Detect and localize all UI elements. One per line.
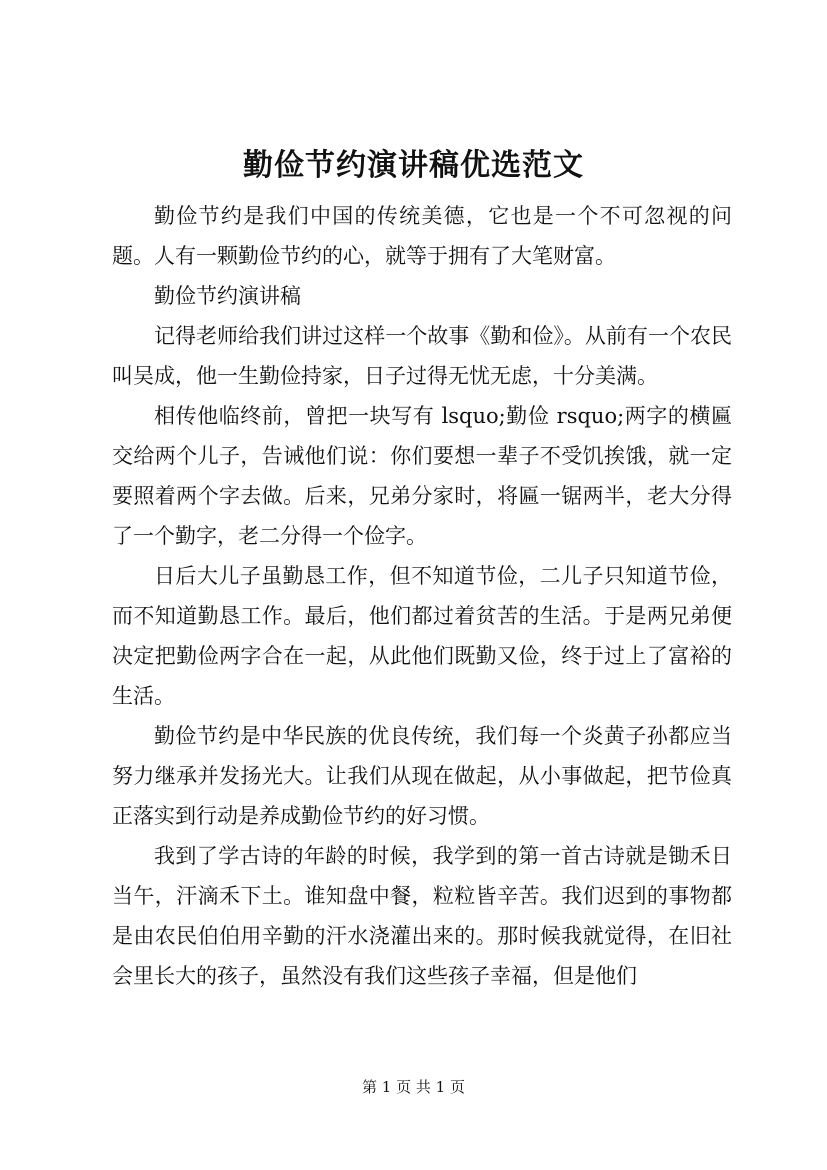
paragraph-plaque: 相传他临终前，曾把一块写有 lsquo;勤俭 rsquo;两字的横匾交给两个儿子，告诫他们说：你们要想一辈子不受饥挨饿，就一定要照着两个字去做。后来，兄弟分家时，将匾一锯两半，老大分得了一个勤字，老二分得一个俭字。 xyxy=(112,404,732,548)
paragraph-subheading: 勤俭节约演讲稿 xyxy=(154,284,301,308)
document-body xyxy=(112,196,732,996)
page-footer: 第 1 页 共 1 页 xyxy=(362,1078,465,1096)
paragraph-brothers: 日后大儿子虽勤恳工作，但不知道节俭，二儿子只知道节俭，而不知道勤恳工作。最后，他们都过着贫苦的生活。于是两兄弟便决定把勤俭两字合在一起，从此他们既勤又俭，终于过上了富裕的生活。 xyxy=(112,564,732,708)
paragraph-story-start: 记得老师给我们讲过这样一个故事《勤和俭》。从前有一个农民叫吴成，他一生勤俭持家，日子过得无忧无虑，十分美满。 xyxy=(112,324,732,388)
paragraph-tradition: 勤俭节约是中华民族的优良传统，我们每一个炎黄子孙都应当努力继承并发扬光大。让我们从现在做起，从小事做起，把节俭真正落实到行动是养成勤俭节约的好习惯。 xyxy=(112,724,732,828)
document-title: 勤俭节约演讲稿优选范文 xyxy=(243,148,584,183)
paragraph-poem: 我到了学古诗的年龄的时候，我学到的第一首古诗就是锄禾日当午，汗滴禾下土。谁知盘中餐，粒粒皆辛苦。我们迟到的事物都是由农民伯伯用辛勤的汗水浇灌出来的。那时候我就觉得，在旧社会里长大的孩子，虽然没有我们这些孩子幸福，但是他们 xyxy=(112,844,732,988)
paragraph-intro: 勤俭节约是我们中国的传统美德，它也是一个不可忽视的问题。人有一颗勤俭节约的心，就等于拥有了大笔财富。 xyxy=(112,204,732,268)
